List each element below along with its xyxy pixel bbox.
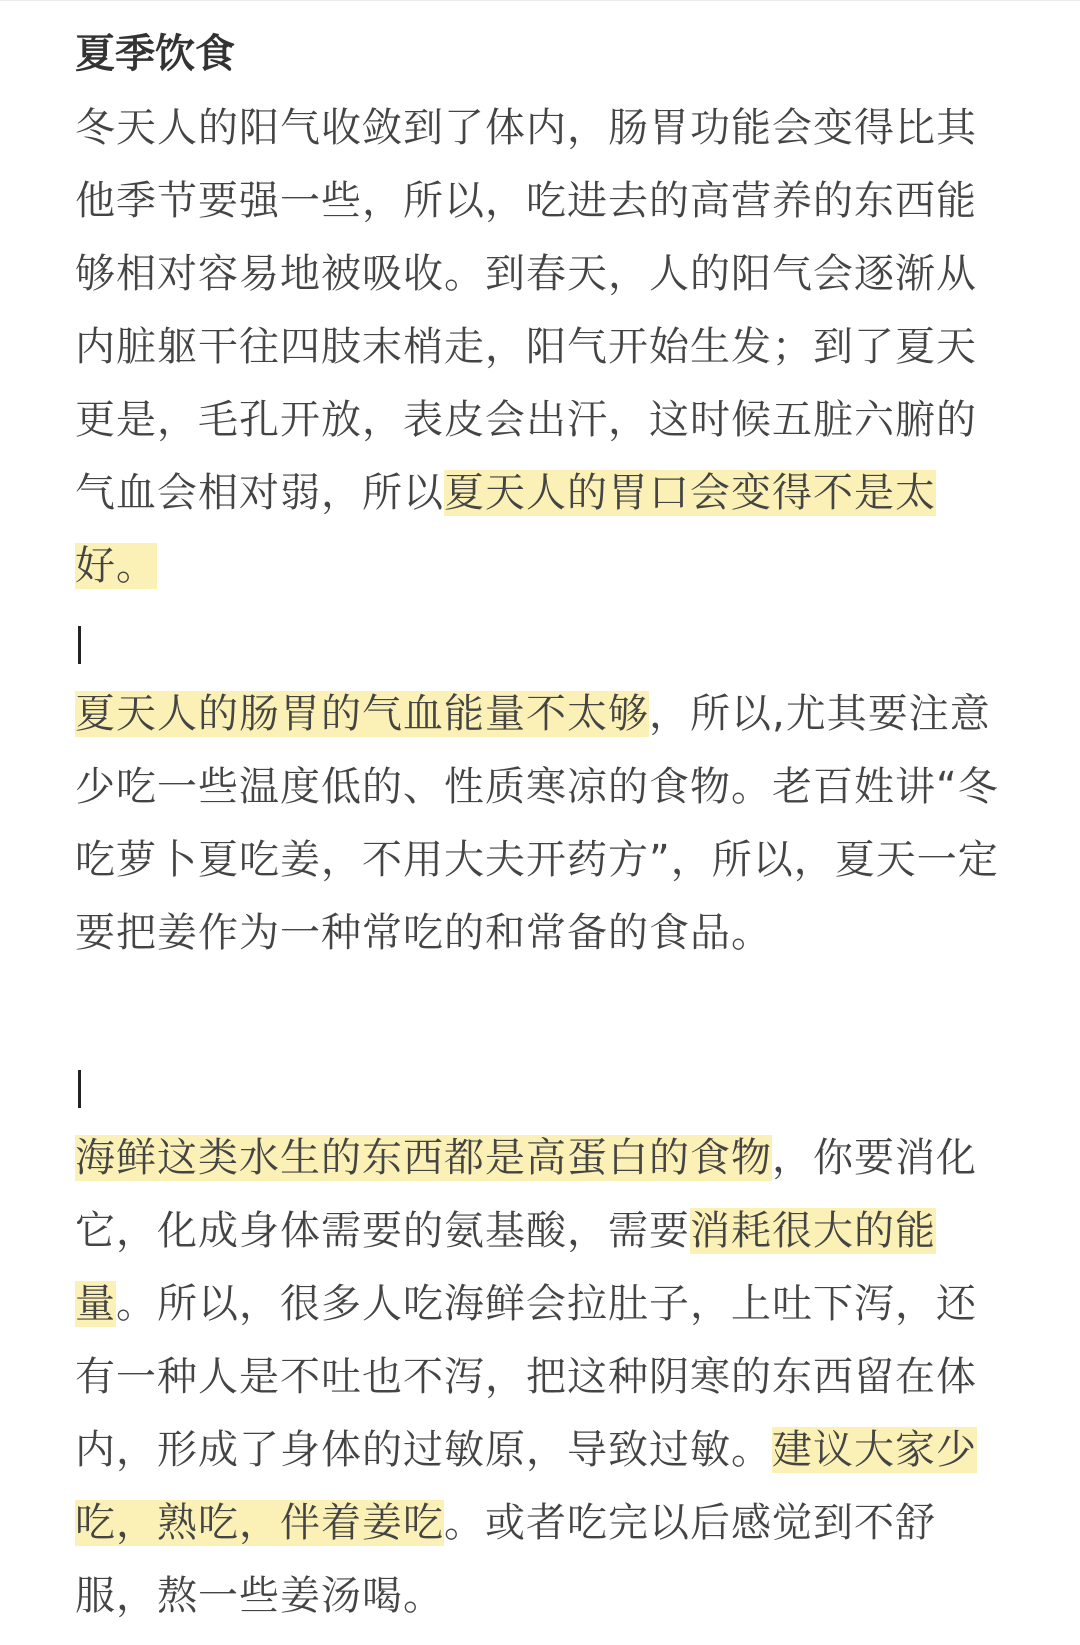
paragraph-3-text-c: 。或者吃完以后感觉到不舒服，熬一些姜汤喝。 [75, 1500, 936, 1619]
paragraph-3-highlight-c: 建议大家少吃，熟吃，伴着姜吃 [75, 1427, 977, 1546]
divider-bar-1 [78, 626, 81, 664]
paragraph-3-highlight-a: 海鲜这类水生的东西都是高蛋白的食物 [75, 1135, 772, 1181]
paragraph-1-highlight: 夏天人的胃口会变得不是太好。 [75, 470, 936, 589]
paragraph-3-text-b: 。所以，很多人吃海鲜会拉肚子，上吐下泻，还有一种人是不吐也不泻，把这种阴寒的东西留在体内，形成了身体的过敏原，导致过敏。 [75, 1281, 977, 1473]
divider-bar-2 [78, 1070, 81, 1108]
paragraph-1 [75, 92, 1005, 603]
paragraph-2-text: ，所以,尤其要注意少吃一些温度低的、性质寒凉的食物。老百姓讲“冬吃萝卜夏吃姜，不用大夫开药方”，所以，夏天一定要把姜作为一种常吃的和常备的食品。 [75, 691, 999, 956]
paragraph-3-highlight-b: 消耗很大的能量 [75, 1208, 936, 1327]
paragraph-3 [75, 1122, 1005, 1633]
paragraph-3-text-a: ，你要消化它，化成身体需要的氨基酸，需要 [75, 1135, 977, 1254]
article-title: 夏季饮食 [75, 31, 235, 77]
paragraph-2-highlight: 夏天人的肠胃的气血能量不太够 [75, 691, 649, 737]
paragraph-2 [75, 678, 1005, 970]
paragraph-1-text: 冬天人的阳气收敛到了体内，肠胃功能会变得比其他季节要强一些，所以，吃进去的高营养的东西能够相对容易地被吸收。到春天，人的阳气会逐渐从内脏躯干往四肢末梢走，阳气开始生发；到了夏天更是，毛孔开放，表皮会出汗，这时候五脏六腑的气血会相对弱，所以 [75, 105, 977, 516]
